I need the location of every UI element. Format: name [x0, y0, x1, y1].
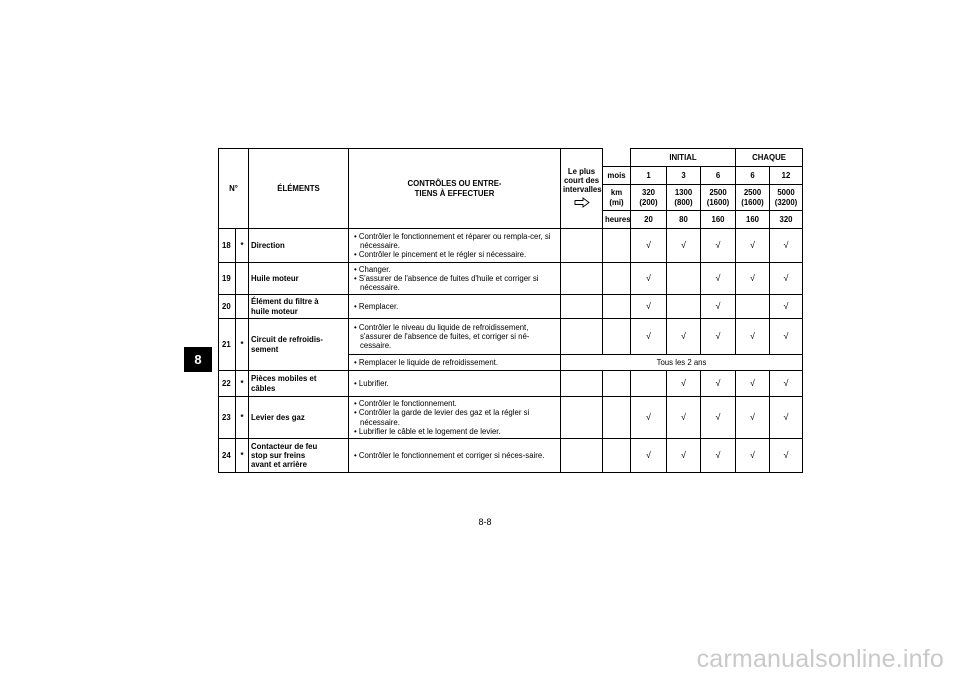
- chapter-tab: 8: [184, 347, 212, 372]
- km-cell: 2500 (1600): [701, 185, 736, 211]
- check-cell: √: [667, 319, 701, 355]
- item-name: Contacteur de feu stop sur freins avant et arrière: [249, 439, 349, 473]
- check-cell: √: [631, 319, 667, 355]
- row-number: 19: [219, 263, 236, 295]
- hours-cell: 80: [667, 211, 701, 229]
- check-cell: √: [770, 263, 803, 295]
- header-elements: ÉLÉMENTS: [249, 149, 349, 229]
- unit-cell: [603, 397, 631, 439]
- table-row: [219, 295, 803, 319]
- shortest-interval-cell: [561, 319, 603, 355]
- check-cell: √: [631, 263, 667, 295]
- header-shortest-interval: Le plus court des intervalles: [561, 149, 603, 229]
- shortest-interval-cell: [561, 439, 603, 473]
- unit-cell: [603, 263, 631, 295]
- page-number: 8-8: [478, 517, 492, 527]
- check-cell: [631, 371, 667, 397]
- check-cell: √: [770, 295, 803, 319]
- hours-cell: 160: [701, 211, 736, 229]
- unit-cell: [603, 319, 631, 355]
- shortest-interval-cell: [561, 397, 603, 439]
- row-number: 22: [219, 371, 236, 397]
- table-row: [219, 263, 803, 295]
- table-row: [219, 371, 803, 397]
- header-initial: INITIAL: [631, 149, 736, 167]
- check-cell: √: [736, 319, 770, 355]
- dealer-mark: [236, 263, 249, 295]
- right-arrow-icon: [574, 197, 590, 210]
- operations: [349, 229, 561, 263]
- row-number: 24: [219, 439, 236, 473]
- check-cell: √: [770, 397, 803, 439]
- hours-cell: 20: [631, 211, 667, 229]
- check-cell: √: [701, 397, 736, 439]
- operations: [349, 439, 561, 473]
- shortest-interval-cell: [561, 295, 603, 319]
- check-cell: √: [701, 439, 736, 473]
- dealer-mark: *: [236, 319, 249, 371]
- check-cell: √: [736, 263, 770, 295]
- item-name: Pièces mobiles et câbles: [249, 371, 349, 397]
- hours-cell: 320: [770, 211, 803, 229]
- check-cell: √: [770, 319, 803, 355]
- operation-item: • S'assurer de l'absence de fuites d'huile et corriger si nécessaire.: [354, 273, 539, 293]
- unit-cell: [603, 371, 631, 397]
- item-name: Levier des gaz: [249, 397, 349, 439]
- month-cell: 1: [631, 167, 667, 185]
- table-row: [219, 439, 803, 473]
- km-cell: 1300 (800): [667, 185, 701, 211]
- shortest-interval-cell: [561, 371, 603, 397]
- table-row: [219, 319, 803, 355]
- item-name: Huile moteur: [249, 263, 349, 295]
- check-cell: √: [701, 371, 736, 397]
- hours-cell: 160: [736, 211, 770, 229]
- unit-cell: [603, 295, 631, 319]
- km-cell: 2500 (1600): [736, 185, 770, 211]
- check-cell: √: [770, 229, 803, 263]
- dealer-mark: [236, 295, 249, 319]
- operation-item: • Remplacer.: [354, 301, 399, 311]
- header-blank: [603, 149, 631, 167]
- months-label: mois: [603, 167, 631, 185]
- operation-item: • Contrôler le fonctionnement et corriger si néces-saire.: [354, 450, 545, 460]
- check-cell: √: [667, 229, 701, 263]
- check-cell: [667, 263, 701, 295]
- hours-label: heures: [603, 211, 631, 229]
- header-each: CHAQUE: [736, 149, 803, 167]
- check-cell: √: [631, 397, 667, 439]
- check-cell: √: [736, 371, 770, 397]
- item-name: Circuit de refroidis- sement: [249, 319, 349, 371]
- check-cell: √: [667, 371, 701, 397]
- item-name: Élément du filtre à huile moteur: [249, 295, 349, 319]
- row-number: 18: [219, 229, 236, 263]
- check-cell: √: [701, 229, 736, 263]
- dealer-mark: *: [236, 439, 249, 473]
- watermark: carmanualsonline.info: [696, 645, 944, 673]
- operation-item: • Changer.: [354, 264, 391, 274]
- check-cell: √: [701, 319, 736, 355]
- check-cell: [736, 295, 770, 319]
- check-cell: √: [701, 295, 736, 319]
- maintenance-table: [218, 148, 803, 473]
- check-cell: √: [736, 397, 770, 439]
- month-cell: 3: [667, 167, 701, 185]
- interval-text: Tous les 2 ans: [561, 355, 803, 371]
- row-number: 21: [219, 319, 236, 371]
- km-cell: 320 (200): [631, 185, 667, 211]
- operations: [349, 263, 561, 295]
- check-cell: √: [736, 439, 770, 473]
- month-cell: 12: [770, 167, 803, 185]
- operation-item: • Contrôler la garde de levier des gaz et la régler si nécessaire.: [354, 408, 530, 427]
- operation-item: • Contrôler le niveau du liquide de refroidissement, s'assurer de l'absence de fuites, et corriger si né-cessaire.: [354, 322, 530, 351]
- operation-item: • Contrôler le fonctionnement.: [354, 399, 457, 409]
- operations: [349, 355, 561, 371]
- operations: [349, 295, 561, 319]
- operation-item: • Contrôler le pincement et le régler si nécessaire.: [354, 250, 527, 260]
- check-cell: √: [667, 439, 701, 473]
- shortest-interval-cell: [561, 263, 603, 295]
- km-cell: 5000 (3200): [770, 185, 803, 211]
- month-cell: 6: [701, 167, 736, 185]
- month-cell: 6: [736, 167, 770, 185]
- operation-item: • Remplacer le liquide de refroidissement.: [354, 357, 499, 367]
- check-cell: √: [631, 295, 667, 319]
- check-cell: √: [736, 229, 770, 263]
- check-cell: √: [667, 397, 701, 439]
- check-cell: √: [701, 263, 736, 295]
- item-name: Direction: [249, 229, 349, 263]
- operation-item: • Lubrifier le câble et le logement de levier.: [354, 426, 501, 436]
- dealer-mark: *: [236, 229, 249, 263]
- check-cell: √: [631, 229, 667, 263]
- check-cell: √: [631, 439, 667, 473]
- dealer-mark: *: [236, 371, 249, 397]
- table-row: [219, 397, 803, 439]
- header-no: N°: [219, 149, 249, 229]
- operations: [349, 319, 561, 355]
- unit-cell: [603, 439, 631, 473]
- header-checks: CONTRÔLES OU ENTRE- TIENS À EFFECTUER: [349, 149, 561, 229]
- operation-item: • Lubrifier.: [354, 378, 389, 388]
- check-cell: [667, 295, 701, 319]
- check-cell: √: [770, 439, 803, 473]
- operation-item: • Contrôler le fonctionnement et réparer ou rempla-cer, si nécessaire.: [354, 231, 551, 250]
- check-cell: √: [770, 371, 803, 397]
- row-number: 23: [219, 397, 236, 439]
- row-number: 20: [219, 295, 236, 319]
- table-row: [219, 229, 803, 263]
- unit-cell: [603, 229, 631, 263]
- operations: [349, 397, 561, 439]
- dealer-mark: *: [236, 397, 249, 439]
- operations: [349, 371, 561, 397]
- km-label: km (mi): [603, 185, 631, 211]
- shortest-interval-cell: [561, 229, 603, 263]
